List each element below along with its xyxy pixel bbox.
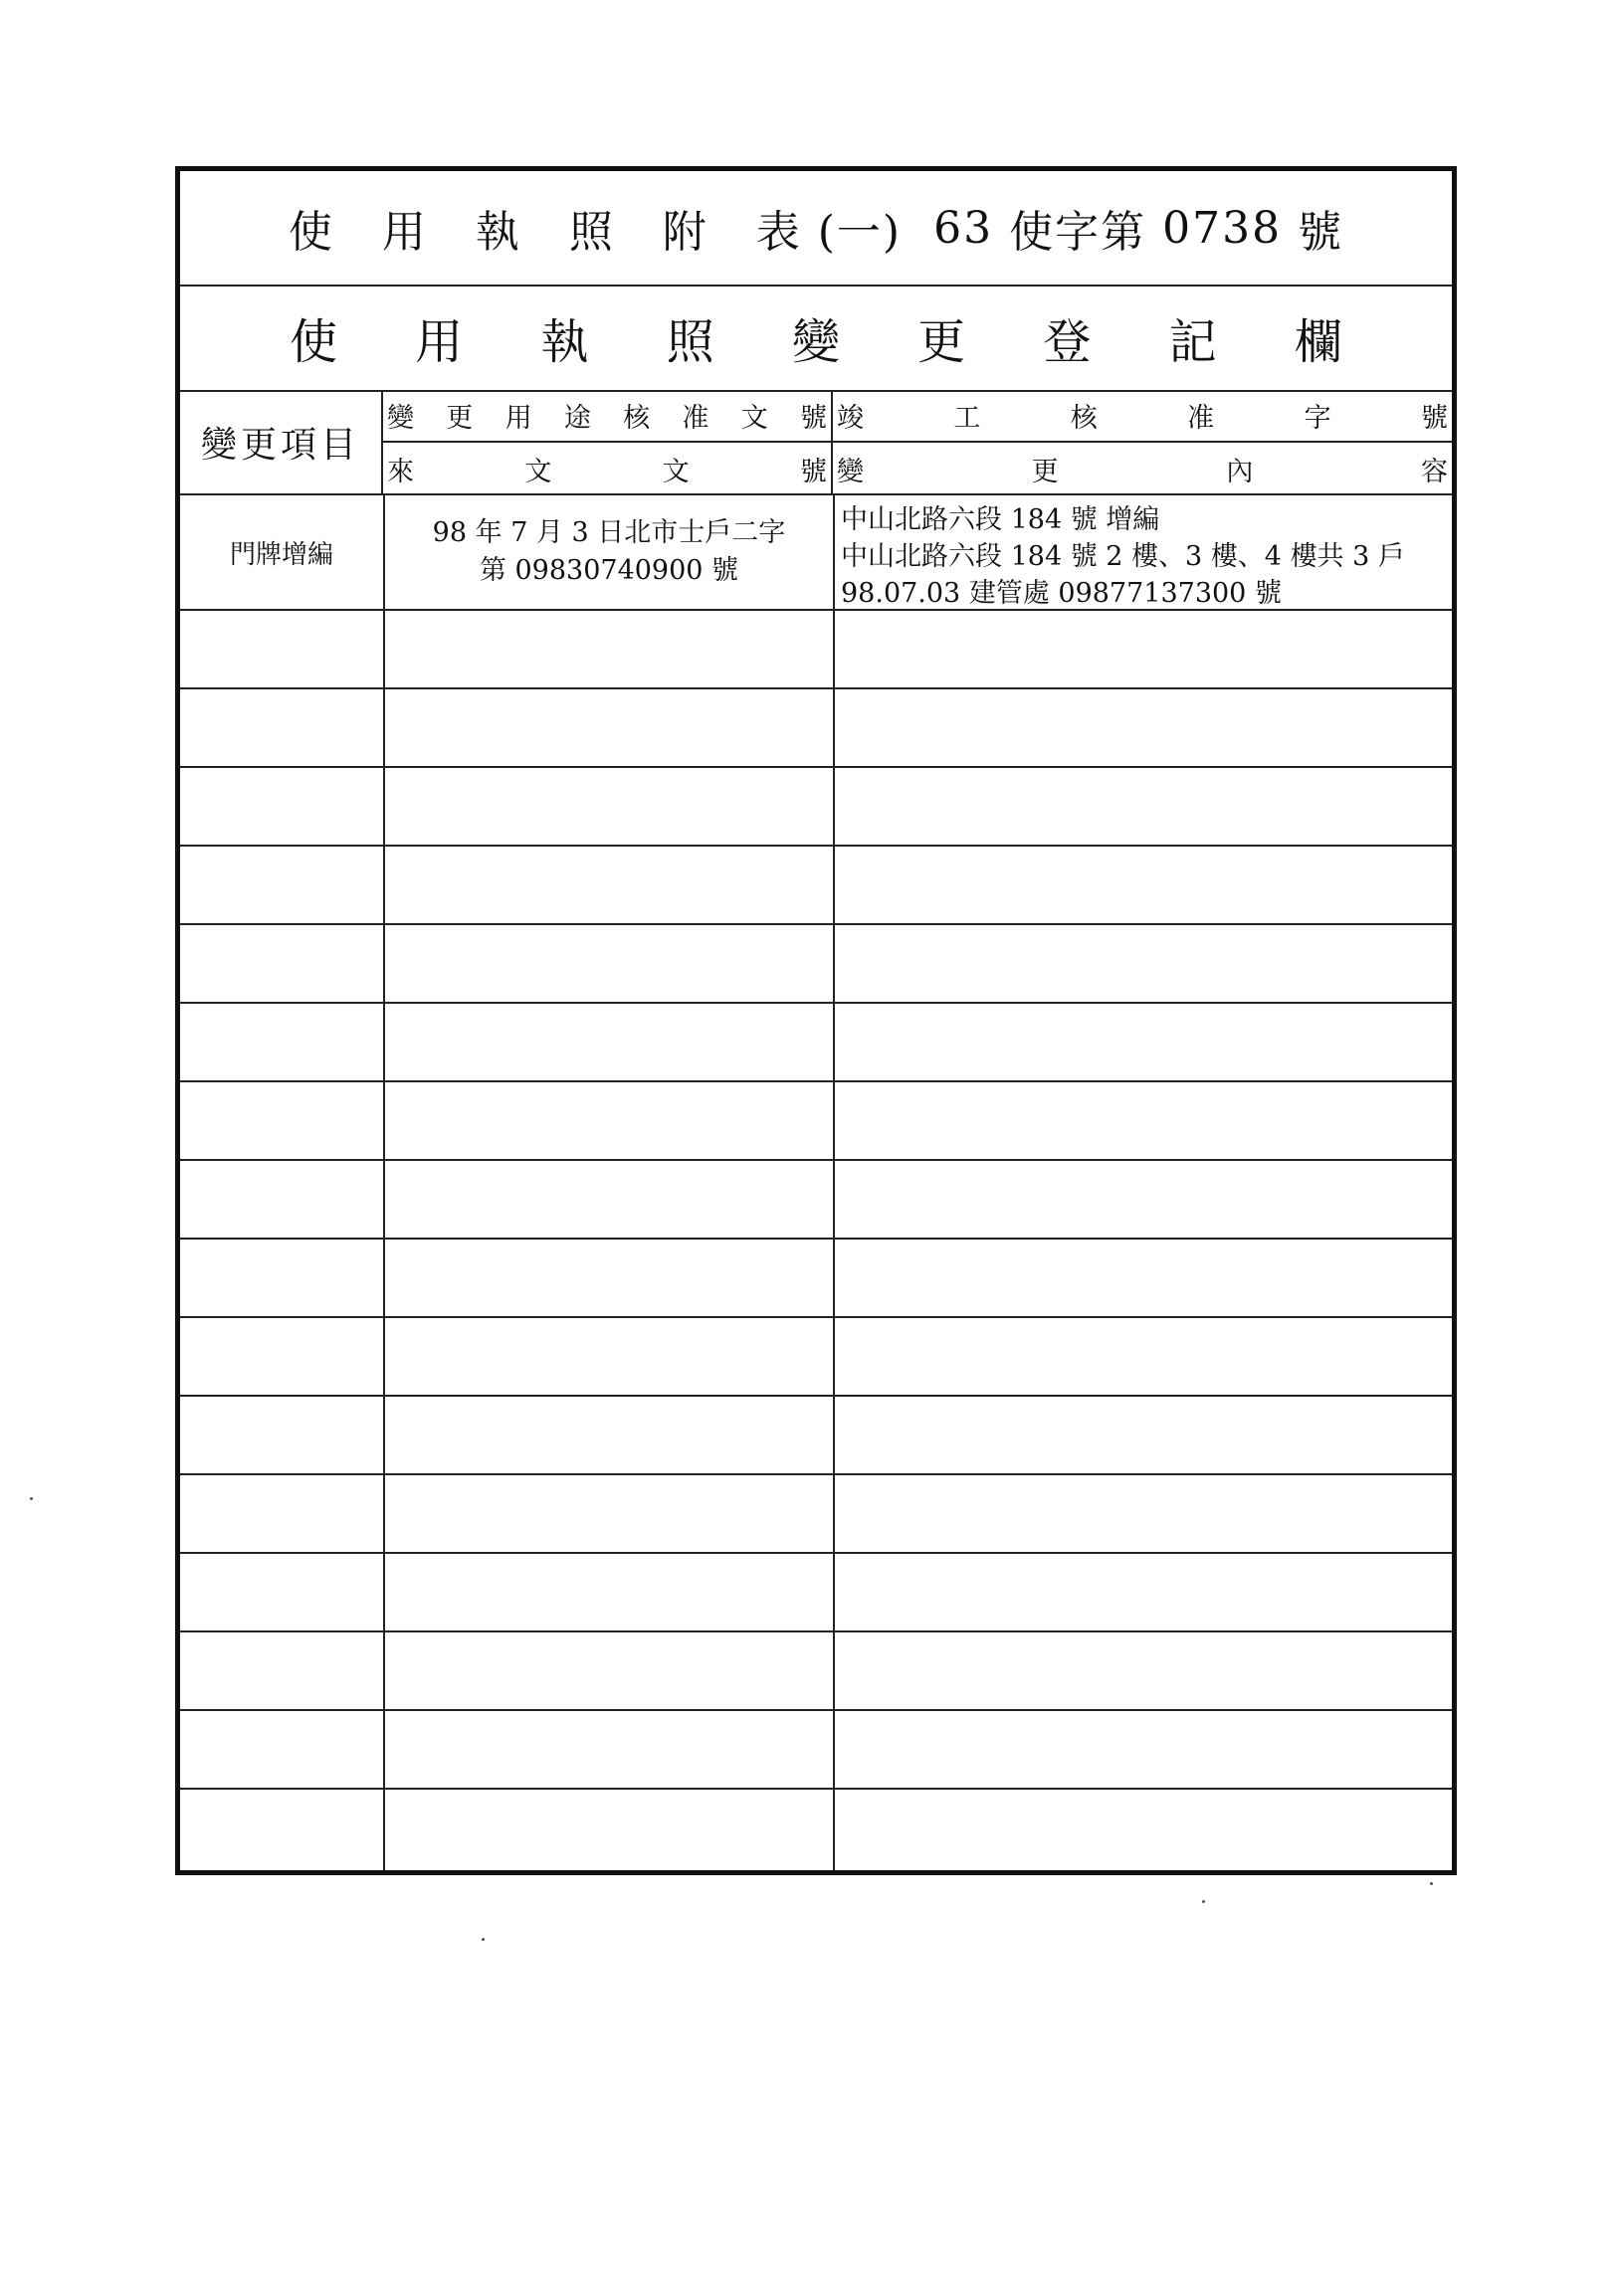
header-completion-number: 竣 工 核 准 字 號	[833, 390, 1452, 443]
change-item-cell: 門牌增編	[229, 539, 333, 570]
empty-table-row	[180, 847, 1452, 925]
empty-table-row	[180, 1632, 1452, 1711]
title-number: 63	[933, 202, 994, 254]
title-char: 附	[662, 207, 708, 258]
subtitle-char: 變	[791, 313, 840, 370]
empty-table-row	[180, 1004, 1452, 1082]
title-char: 照	[568, 207, 615, 258]
scan-speck	[30, 1497, 33, 1500]
subtitle-char: 欄	[1294, 313, 1342, 370]
header-approval-number: 變 更 用 途 核 准 文 號	[383, 390, 831, 443]
subtitle-char: 照	[666, 313, 714, 370]
empty-table-row	[180, 1318, 1452, 1397]
subtitle-char: 執	[540, 313, 589, 370]
header-change-content: 變 更 內 容	[837, 457, 1448, 487]
title-char: 使	[288, 207, 334, 258]
header-document-number	[383, 390, 833, 495]
title-char: 用	[381, 207, 428, 258]
subtitle-char: 記	[1168, 313, 1217, 370]
subtitle-char: 用	[415, 313, 464, 370]
content-line: 中山北路六段 184 號 2 樓、3 樓、4 樓共 3 戶	[841, 541, 1405, 572]
document-number-line: 98 年 7 月 3 日北市士戶二字	[432, 517, 786, 548]
document-title	[180, 171, 1452, 287]
license-appendix-table	[175, 166, 1457, 1875]
empty-table-row	[180, 1240, 1452, 1318]
empty-table-row	[180, 1161, 1452, 1240]
subtitle-char: 使	[290, 313, 338, 370]
document-number-line: 第 09830740900 號	[479, 555, 739, 586]
empty-table-row	[180, 1711, 1452, 1790]
scan-speck	[1430, 1882, 1433, 1885]
empty-table-row	[180, 1790, 1452, 1868]
table-body	[180, 495, 1452, 1870]
empty-table-row	[180, 768, 1452, 847]
scan-speck	[482, 1938, 485, 1941]
document-number-cell	[385, 495, 833, 609]
scan-speck	[1202, 1900, 1205, 1903]
empty-table-row	[180, 1475, 1452, 1554]
empty-table-row	[180, 689, 1452, 768]
title-char: 號	[1298, 207, 1344, 258]
empty-table-row	[180, 1397, 1452, 1475]
title-license-number: 0738	[1162, 202, 1283, 254]
header-change-item: 變更項目	[180, 390, 383, 495]
subtitle-char: 更	[917, 313, 966, 370]
section-subtitle	[180, 285, 1452, 392]
header-incoming-number: 來 文 文 號	[387, 457, 827, 487]
title-char: 表	[755, 207, 802, 258]
title-char: (一)	[817, 207, 903, 258]
empty-table-row	[180, 1554, 1452, 1632]
content-line: 98.07.03 建管處 09877137300 號	[841, 578, 1282, 609]
title-char: 使字第	[1009, 207, 1147, 258]
empty-table-row	[180, 925, 1452, 1004]
table-row	[180, 495, 1452, 611]
header-content	[833, 390, 1452, 495]
content-line: 中山北路六段 184 號 增編	[841, 504, 1160, 535]
subtitle-char: 登	[1043, 313, 1092, 370]
empty-table-row	[180, 1082, 1452, 1161]
empty-table-row	[180, 611, 1452, 689]
title-char: 執	[475, 207, 521, 258]
change-content-cell	[835, 495, 1452, 609]
